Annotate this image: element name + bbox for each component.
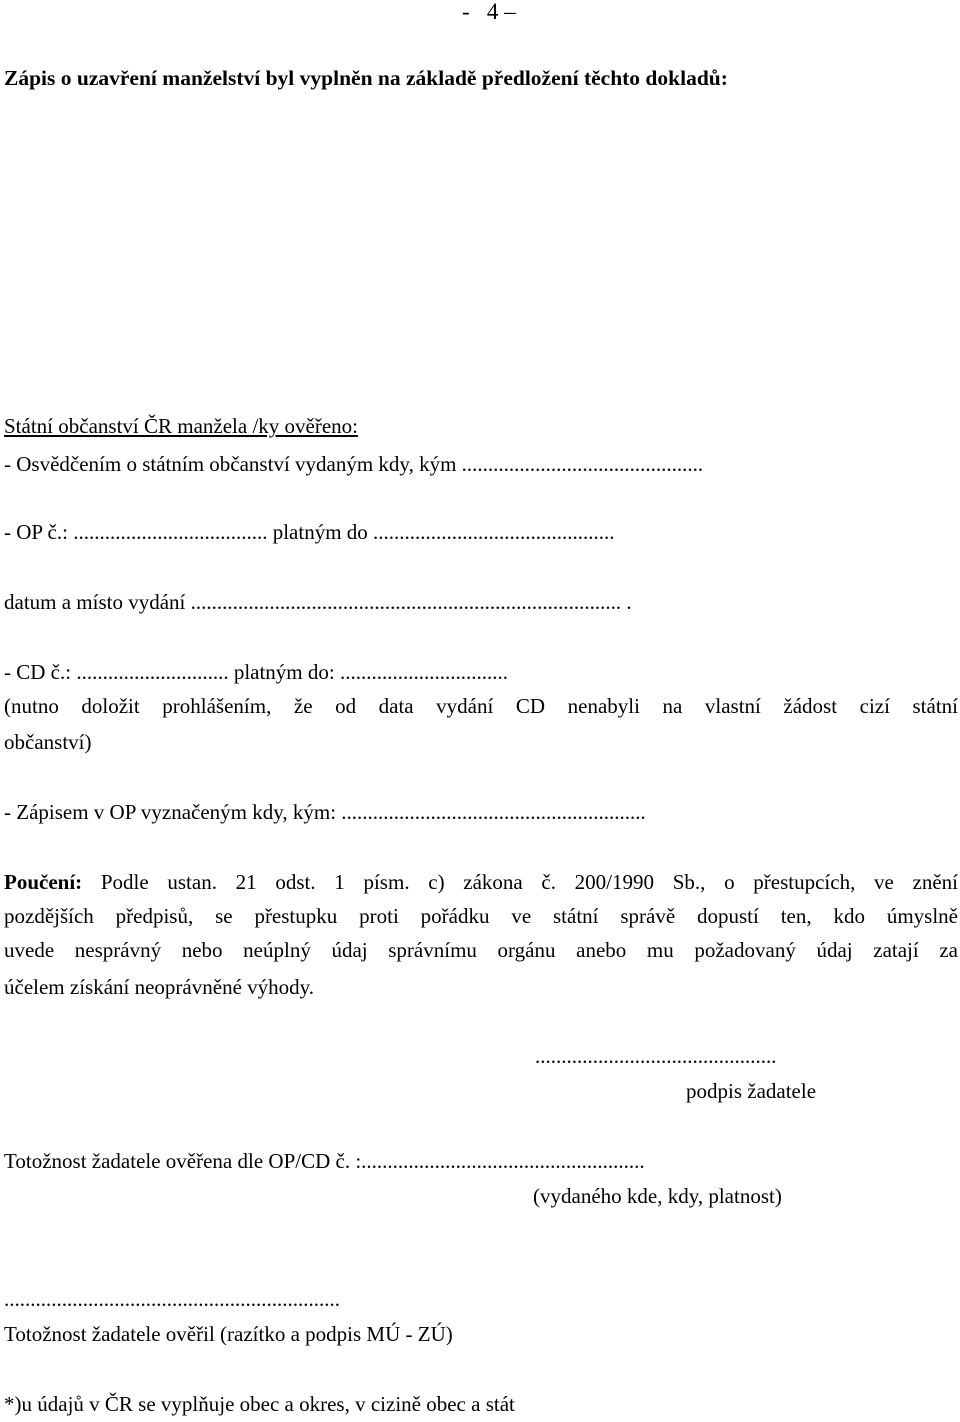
op-record-line: - Zápisem v OP vyznačeným kdy, kým: .......................................................... xyxy=(4,800,646,824)
issue-date-place-line: datum a místo vydání .................................................................................. . xyxy=(4,590,632,614)
footnote: *)u údajů v ČR se vyplňuje obec a okres, v cizině obec a stát xyxy=(4,1392,515,1416)
pouceni-label: Poučení: xyxy=(4,870,83,894)
verifier-dots: ................................................................ xyxy=(4,1287,340,1311)
pouceni-line-2: pozdějších předpisů, se přestupku proti pořádku ve státní správě dopustí ten, kdo úmyslně xyxy=(4,904,958,928)
citizenship-title: Státní občanství ČR manžela /ky ověřeno: xyxy=(4,414,359,438)
cd-number-line: - CD č.: ............................. platným do: ................................ xyxy=(4,660,508,684)
page-title: Zápis o uzavření manželství byl vyplněn na základě předložení těchto dokladů: xyxy=(4,66,728,90)
identity-verified-line: Totožnost žadatele ověřena dle OP/CD č. :...................................................... xyxy=(4,1149,645,1173)
op-number-line: - OP č.: ..................................... platným do .............................................. xyxy=(4,520,615,544)
signature-dots: .............................................. xyxy=(535,1044,777,1068)
citizenship-certificate-line: - Osvědčením o státním občanství vydaným kdy, kým .............................................. xyxy=(4,452,704,476)
page-number: - 4 – xyxy=(462,0,516,24)
verifier-label: Totožnost žadatele ověřil (razítko a podpis MÚ - ZÚ) xyxy=(4,1322,453,1346)
pouceni-line-1-text: Podle ustan. 21 odst. 1 písm. c) zákona č. 200/1990 Sb., o přestupcích, ve znění xyxy=(82,870,958,894)
pouceni-line-1 xyxy=(4,870,958,895)
signature-label: podpis žadatele xyxy=(686,1079,817,1103)
pouceni-line-4: účelem získání neoprávněné výhody. xyxy=(4,975,315,999)
cd-note-line: (nutno doložit prohlášením, že od data vydání CD nenabyli na vlastní žádost cizí státní xyxy=(4,694,958,718)
cd-note-continuation: občanství) xyxy=(4,730,92,754)
pouceni-line-3: uvede nesprávný nebo neúplný údaj správnímu orgánu anebo mu požadovaný údaj zatají za xyxy=(4,938,958,962)
identity-issued-details: (vydaného kde, kdy, platnost) xyxy=(533,1184,782,1208)
